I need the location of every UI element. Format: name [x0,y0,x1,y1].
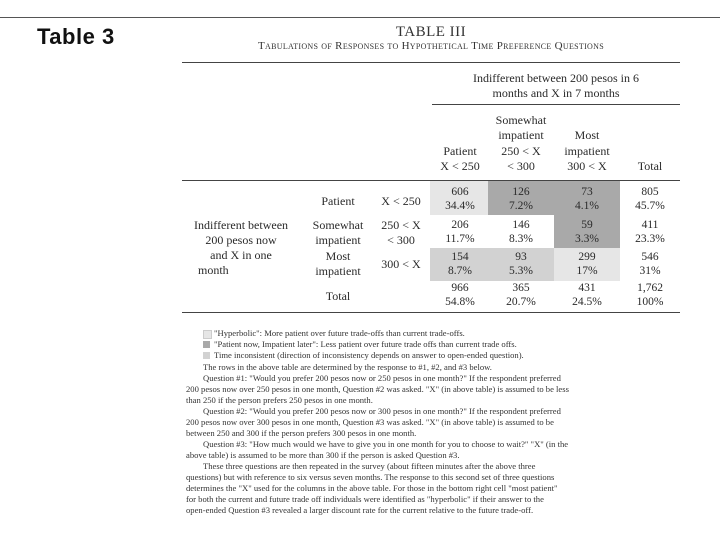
cell-total-c1-pct: 20.7% [506,296,536,308]
cell-r1-total-pct: 23.3% [635,233,665,245]
table-bottom-rule [182,312,680,313]
cell-total-c0-pct: 54.8% [445,296,475,308]
cell-r2-c2-count: 299 [578,251,596,263]
cell-total-c1-count: 365 [512,282,530,294]
row-group-header-line-2: 200 pesos now [205,233,277,247]
note-line: than 250 if the person prefers 250 pesos in one month. [186,395,373,405]
col-header-most-2: impatient [564,144,610,158]
row-label-most-1: Most [325,249,351,263]
cell-r1-c0-count: 206 [451,219,469,231]
cell-r1-c1-pct: 8.3% [509,233,533,245]
col-header-somewhat-4: < 300 [507,159,535,173]
col-header-somewhat-1: Somewhat [495,113,547,127]
cell-r0-c0-pct: 34.4% [445,200,475,212]
row-range-patient: X < 250 [381,194,421,208]
cell-r2-c0-pct: 8.7% [448,265,472,277]
cell-r0-c2-count: 73 [581,186,593,198]
row-range-most: 300 < X [381,257,421,271]
table-subtitle: Tabulations of Responses to Hypothetical Time Preference Questions [258,40,604,52]
row-range-somewhat-1: 250 < X [381,218,421,232]
cell-r0-c2-pct: 4.1% [575,200,599,212]
table-title: TABLE III [395,24,467,40]
column-group-rule [432,104,680,105]
note-line: for both the current and future trade off individuals were identified as "hyperbolic" if their answer to the [186,494,544,504]
note-line: questions) but with reference to six versus seven months. The response to this second set of three questions [186,472,555,482]
cell-r2-c1-count: 93 [515,251,527,263]
cell-r1-c1-count: 146 [512,219,530,231]
row-label-patient: Patient [321,194,355,208]
cell-r0-total-count: 805 [641,186,659,198]
cell-r1-total-count: 411 [641,219,659,231]
cell-total-c0-count: 966 [451,282,469,294]
cell-r0-total-pct: 45.7% [635,200,665,212]
note-line: open-ended Question #3 revealed a larger discount rate for the current relative to the future trade-off. [186,505,534,515]
legend-swatch-light [203,330,212,339]
legend-swatch-dark [203,341,210,348]
cell-r2-c2-pct: 17% [576,265,598,277]
col-header-somewhat-2: impatient [498,128,544,142]
cell-r2-total-count: 546 [641,251,659,263]
note-line: The rows in the above table are determined by the response to #1, #2, and #3 below. [203,362,492,372]
row-label-most-2: impatient [315,264,361,278]
cell-r1-c0-pct: 11.7% [445,233,475,245]
cell-r0-c1-pct: 7.2% [509,200,533,212]
slide-top-rule [0,17,720,18]
cell-r2-total-pct: 31% [639,265,661,277]
col-header-most-3: 300 < X [567,159,607,173]
legend-swatch-medium [203,352,210,359]
cell-grand-total-count: 1,762 [637,282,663,294]
note-line: determines the "X" used for the columns in the above table. For those in the bottom right cell "most patient" [186,483,558,493]
table-top-rule [182,62,680,63]
col-header-patient-2: X < 250 [440,159,480,173]
legend-patient-now: "Patient now, Impatient later": Less patient over future trade offs than current trade offs. [214,339,517,349]
row-group-header-line-4: month [198,263,229,277]
row-label-somewhat-2: impatient [315,233,361,247]
cell-grand-total-pct: 100% [636,296,664,308]
row-label-total: Total [325,289,351,303]
cell-r1-c2-count: 59 [581,219,593,231]
row-group-header-line-1: Indifferent between [193,218,289,232]
note-line: Question #2: "Would you prefer 200 pesos now or 300 pesos in one month?" If the respondent preferred [203,406,561,416]
col-header-somewhat-3: 250 < X [501,144,541,158]
note-line: Question #3: "How much would we have to give you in one month for you to choose to wait?" "X" (in the [203,439,569,449]
row-label-somewhat-1: Somewhat [312,218,364,232]
row-group-header-line-3: and X in one [210,248,272,262]
cell-total-c2-count: 431 [578,282,596,294]
cell-r2-c0-count: 154 [451,251,469,263]
row-range-somewhat-2: < 300 [387,233,415,247]
col-header-total: Total [637,159,663,173]
note-line: above table) is assumed to be more than 300 if the person is asked Question #3. [186,450,460,460]
note-line: These three questions are then repeated in the survey (about fifteen minutes after the above three [203,461,536,471]
note-line: Question #1: "Would you prefer 200 pesos now or 250 pesos in one month?" If the respondent preferred [203,373,561,383]
cell-total-c2-pct: 24.5% [572,296,602,308]
col-header-most-1: Most [574,128,600,142]
cell-r2-c1-pct: 5.3% [509,265,533,277]
note-line: 200 pesos now over 300 pesos in one month, Question #3 was asked. "X" (in above table) is assumed to be [186,417,554,427]
cell-r0-c0-count: 606 [451,186,469,198]
legend-hyperbolic: "Hyperbolic": More patient over future trade-offs than current trade-offs. [214,328,465,338]
note-line: between 250 and 300 if the person prefers 300 pesos in one month. [186,428,417,438]
col-header-patient-1: Patient [443,144,477,158]
cell-r0-c1-count: 126 [512,186,530,198]
cell-r1-c2-pct: 3.3% [575,233,599,245]
legend-inconsistent: Time inconsistent (direction of inconsistency depends on answer to open-ended question). [214,350,524,360]
slide-title: Table 3 [37,24,115,49]
column-group-header-line-2: months and X in 7 months [492,86,620,100]
column-group-header-line-1: Indifferent between 200 pesos in 6 [472,71,640,85]
note-line: 200 pesos now over 250 pesos in one month, Question #2 was asked. "X" (in above table) is assumed to be less [186,384,569,394]
